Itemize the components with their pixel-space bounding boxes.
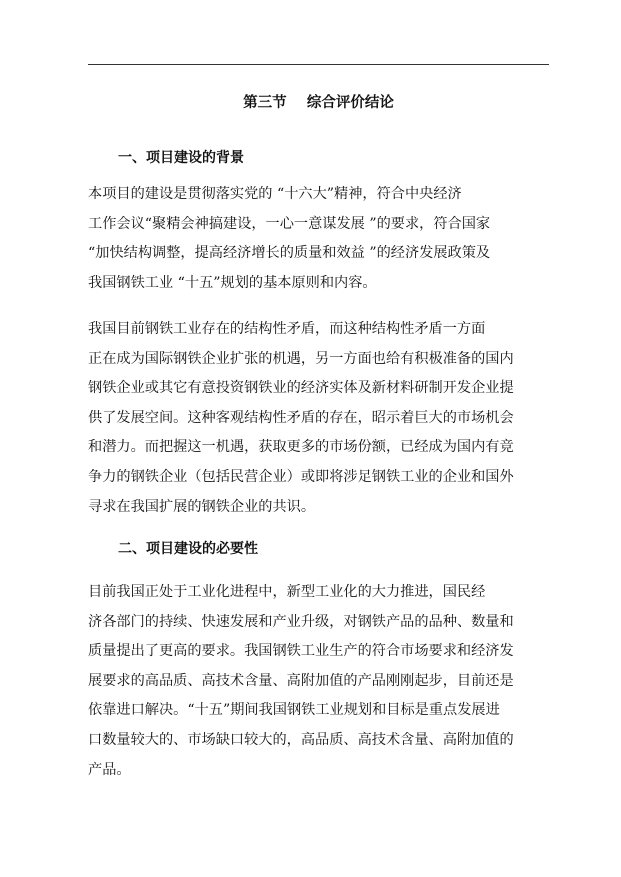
paragraph-necessity xyxy=(88,578,514,785)
text-line: 质量提出了更高的要求。我国钢铁工业生产的符合市场要求和经济发 xyxy=(88,643,514,660)
text-line: 钢铁企业或其它有意投资钢铁业的经济实体及新材料研制开发企业提 xyxy=(88,380,514,397)
paragraph-structural-conflict xyxy=(88,315,514,522)
text-line: 我国目前钢铁工业存在的结构性矛盾，而这种结构性矛盾一方面 xyxy=(88,321,486,337)
text-line: 依靠进口解决。“十五”期间我国钢铁工业规划和目标是重点发展进 xyxy=(88,702,500,719)
text-line: 和潜力。而把握这一机遇，获取更多的市场份额，已经成为国内有竞 xyxy=(88,439,514,456)
text-line: 工作会议“聚精会神搞建设，一心一意谋发展 ”的要求，符合国家 xyxy=(88,215,491,232)
text-line: 目前我国正处于工业化进程中，新型工业化的大力推进，国民经 xyxy=(88,584,486,600)
text-line: 产品。 xyxy=(88,761,131,778)
text-line: 展要求的高品质、高技术含量、高附加值的产品刚刚起步，目前还是 xyxy=(88,672,514,689)
text-line: 正在成为国际钢铁企业扩张的机遇，另一方面也给有积极准备的国内 xyxy=(88,350,514,367)
text-line: 寻求在我国扩展的钢铁企业的共识。 xyxy=(88,498,316,515)
text-line: 争力的钢铁企业（包括民营企业）或即将涉足钢铁工业的企业和国外 xyxy=(88,468,514,485)
text-line: “加快结构调整，提高经济增长的质量和效益 ”的经济发展政策及 xyxy=(88,245,491,262)
text-line: 供了发展空间。这种客观结构性矛盾的存在，昭示着巨大的市场机会 xyxy=(88,409,514,426)
section-title: 第三节 综合评价结论 xyxy=(243,94,394,111)
heading-necessity: 二、项目建设的必要性 xyxy=(118,541,258,557)
heading-background: 一、项目建设的背景 xyxy=(118,150,244,166)
text-line: 口数量较大的、市场缺口较大的，高品质、高技术含量、高附加值的 xyxy=(88,731,514,748)
text-line: 我国钢铁工业 “十五”规划的基本原则和内容。 xyxy=(88,274,377,291)
paragraph-background xyxy=(88,180,490,298)
text-line: 本项目的建设是贯彻落实党的 “十六大”精神，符合中央经济 xyxy=(88,186,462,202)
text-line: 济各部门的持续、快速发展和产业升级，对钢铁产品的品种、数量和 xyxy=(88,613,514,630)
header-rule xyxy=(88,64,549,65)
